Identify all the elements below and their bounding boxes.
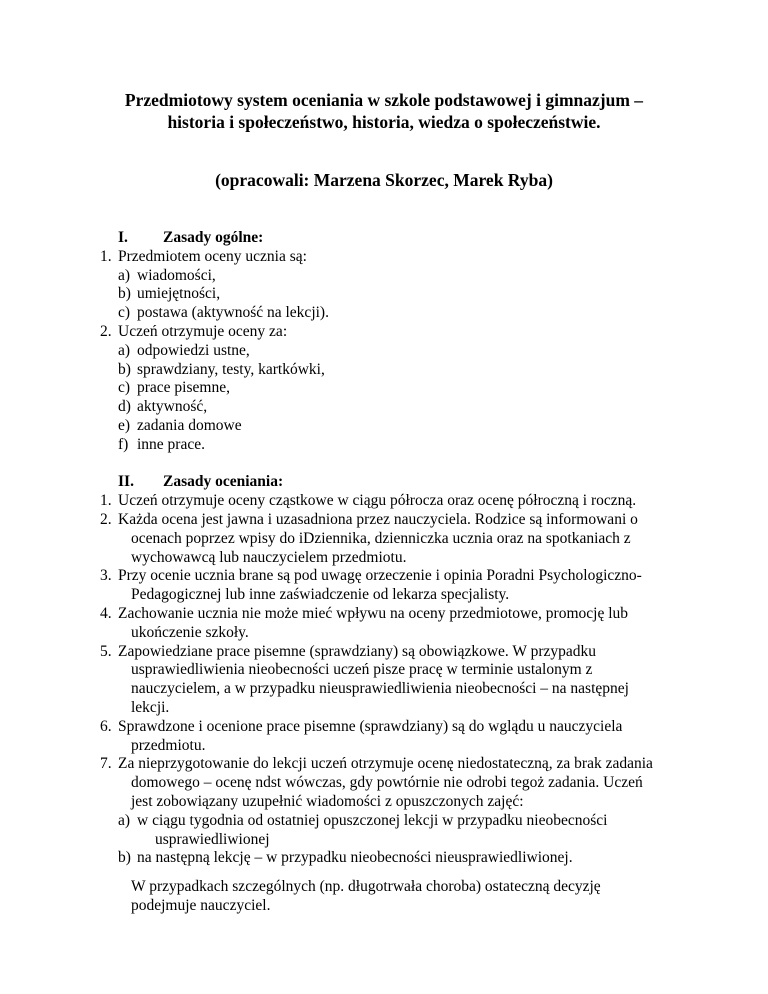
sub-item-text: wiadomości, [137,266,216,284]
sub-item-text: aktywność, [137,398,208,416]
list-item [0,605,768,624]
sub-item-text: zadania domowe [137,416,242,434]
item-text: usprawiedliwienia nieobecności uczeń pisze pracę w terminie ustalonym z [131,661,593,679]
item-number: 5. [100,642,112,660]
item-text: domowego – ocenę ndst wówczas, gdy powtórnie nie odrobi tegoż zadania. Uczeń [131,774,643,792]
list-item-continuation [0,793,768,812]
closing-paragraph-line [0,897,768,916]
list-item-continuation [0,549,768,568]
sub-item-label: a) [118,811,131,829]
sub-list-item [0,361,768,380]
sub-list-item [0,849,768,868]
list-item-continuation [0,680,768,699]
list-item [0,248,768,267]
sub-item-text: na następną lekcję – w przypadku nieobecności nieusprawiedliwionej. [137,849,573,867]
item-text: Uczeń otrzymuje oceny cząstkowe w ciągu półrocza oraz ocenę półroczną i roczną. [118,492,637,510]
item-number: 3. [100,567,112,585]
sub-item-text: odpowiedzi ustne, [137,341,250,359]
sub-item-label: a) [118,266,131,284]
sub-item-text: postawa (aktywność na lekcji). [137,304,329,322]
sub-item-label: b) [118,849,131,867]
item-number: 7. [100,755,112,773]
sub-list-item [0,267,768,286]
list-item [0,755,768,774]
item-number: 1. [100,492,112,510]
list-item [0,511,768,530]
sub-item-label: b) [118,285,131,303]
list-item [0,643,768,662]
item-text: lekcji. [131,698,170,716]
sub-item-text: sprawdziany, testy, kartkówki, [137,360,325,378]
paragraph-text: podejmuje nauczyciel. [131,896,271,914]
sub-list-item [0,304,768,323]
item-text: jest zobowiązany uzupełnić wiadomości z opuszczonych zajęć: [131,792,524,810]
list-item-continuation [0,661,768,680]
sub-item-label: b) [118,360,131,378]
paragraph-spacer [0,868,768,878]
paragraph-text: W przypadkach szczególnych (np. długotrwała choroba) ostateczną decyzję [131,878,601,896]
sub-item-label: c) [118,379,131,397]
item-text: Uczeń otrzymuje oceny za: [118,322,288,340]
sub-list-item [0,342,768,361]
item-text: Zapowiedziane prace pisemne (sprawdziany) są obowiązkowe. W przypadku [118,642,597,660]
sub-item-text: w ciągu tygodnia od ostatniej opuszczonej lekcji w przypadku nieobecności [137,811,608,829]
item-text: Przedmiotem oceny ucznia są: [118,247,307,265]
item-text: ukończenie szkoły. [131,623,249,641]
item-text: ocenach poprzez wpisy do iDziennika, dzienniczka ucznia oraz na spotkaniach z [131,529,631,547]
authors-line: (opracowali: Marzena Skorzec, Marek Ryba) [215,170,553,190]
list-item-continuation [0,624,768,643]
document-title [0,89,768,133]
item-number: 2. [100,322,112,340]
section-title: Zasady oceniania: [163,473,284,491]
item-number: 6. [100,717,112,735]
sub-item-text: prace pisemne, [137,379,230,397]
item-number: 1. [100,247,112,265]
list-item [0,323,768,342]
sub-list-item [0,379,768,398]
sub-item-label: c) [118,304,131,322]
item-text: przedmiotu. [131,736,206,754]
closing-paragraph-line [0,878,768,897]
item-text: Sprawdzone i ocenione prace pisemne (sprawdziany) są do wglądu u nauczyciela [118,717,623,735]
sub-item-label: d) [118,398,131,416]
sub-list-item [0,436,768,455]
section-heading [0,229,768,248]
sub-list-item [0,417,768,436]
list-item-continuation [0,699,768,718]
item-text: Za nieprzygotowanie do lekcji uczeń otrzymuje ocenę niedostateczną, za brak zadania [118,755,653,773]
document-body [0,229,768,916]
title-line-1: Przedmiotowy system oceniania w szkole podstawowej i gimnazjum – [124,90,644,110]
sub-list-item-continuation [0,831,768,850]
sub-item-label: f) [118,435,129,453]
list-item-continuation [0,530,768,549]
list-item [0,492,768,511]
list-item [0,567,768,586]
item-number: 2. [100,510,112,528]
list-item-continuation [0,737,768,756]
sub-item-text: usprawiedliwionej [155,830,270,848]
section-numeral: I. [118,229,128,246]
sub-item-text: inne prace. [137,435,205,453]
item-text: wychowawcą lub nauczycielem przedmiotu. [131,548,407,566]
list-item-continuation [0,774,768,793]
item-number: 4. [100,604,112,622]
item-text: Przy ocenie ucznia brane są pod uwagę orzeczenie i opinia Poradni Psychologiczno- [118,567,642,585]
section-spacer [0,455,768,474]
section-numeral: II. [118,473,134,491]
section-title: Zasady ogólne: [163,229,264,246]
item-text: Każda ocena jest jawna i uzasadniona przez nauczyciela. Rodzice są informowani o [118,510,638,528]
list-item [0,718,768,737]
sub-item-text: umiejętności, [137,285,221,303]
item-text: Zachowanie ucznia nie może mieć wpływu na oceny przedmiotowe, promocję lub [118,604,629,622]
section-heading [0,473,768,492]
sub-list-item [0,812,768,831]
title-line-2: historia i społeczeństwo, historia, wiedza o społeczeństwie. [167,112,601,132]
sub-item-label: e) [118,416,131,434]
item-text: Pedagogicznej lub inne zaświadczenie od lekarza specjalisty. [131,586,510,604]
sub-list-item [0,398,768,417]
list-item-continuation [0,586,768,605]
item-text: nauczycielem, a w przypadku nieusprawiedliwienia nieobecności – na następnej [131,680,629,698]
sub-list-item [0,285,768,304]
sub-item-label: a) [118,341,131,359]
